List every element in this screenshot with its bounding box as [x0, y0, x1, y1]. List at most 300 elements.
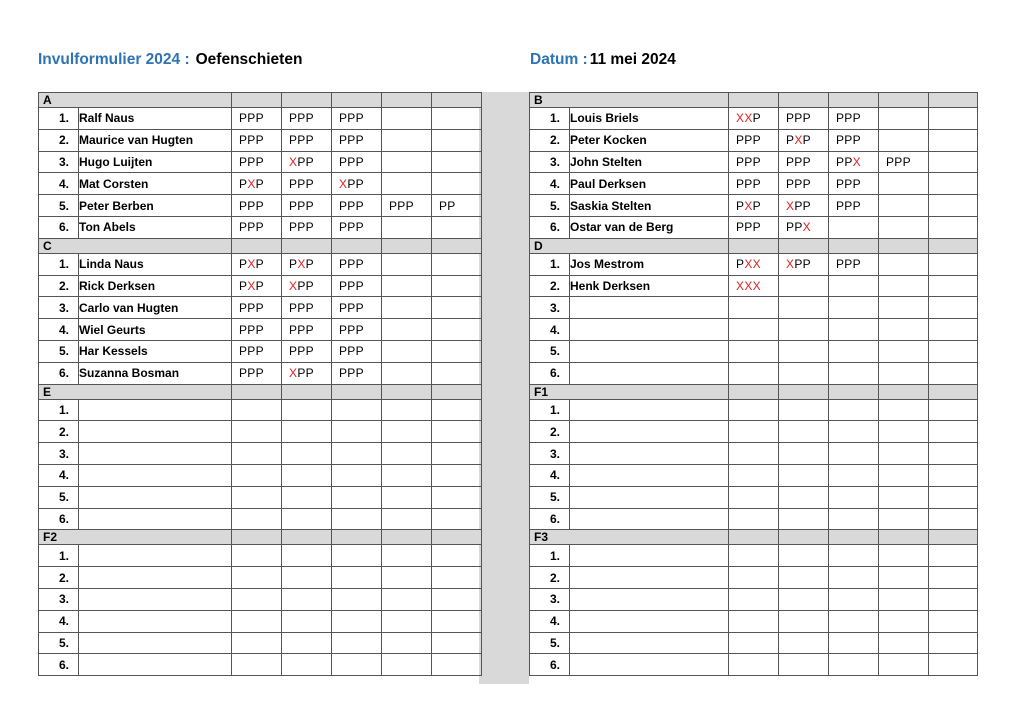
player-name [570, 545, 729, 567]
miss-mark: X [736, 278, 745, 293]
score-cell [282, 399, 332, 421]
score-cell [779, 421, 829, 443]
score-cell: PPP [332, 129, 382, 151]
miss-mark: X [247, 176, 256, 191]
score-cell [779, 567, 829, 589]
player-name [570, 464, 729, 486]
group-header-cell [929, 238, 978, 253]
score-cell [729, 340, 779, 362]
score-cell [282, 567, 332, 589]
player-name [570, 508, 729, 530]
hit-mark: P [794, 257, 803, 272]
player-name: Ralf Naus [79, 108, 232, 130]
group-header-cell [779, 384, 829, 399]
player-number: 6. [530, 216, 570, 238]
score-cell [879, 108, 929, 130]
group-label: F3 [530, 530, 729, 545]
player-number: 5. [39, 486, 79, 508]
miss-mark: X [744, 198, 753, 213]
score-cell [432, 297, 482, 319]
score-cell [282, 151, 332, 173]
player-row [530, 399, 978, 421]
group-header-cell [829, 93, 879, 108]
player-name [570, 486, 729, 508]
player-row [530, 567, 978, 589]
player-name: Paul Derksen [570, 173, 729, 195]
score-cell [382, 632, 432, 654]
player-name [79, 443, 232, 465]
score-cell [829, 610, 879, 632]
player-row [39, 464, 482, 486]
player-name: Suzanna Bosman [79, 362, 232, 384]
player-number: 1. [530, 399, 570, 421]
group-header-cell [332, 238, 382, 253]
hit-mark: P [802, 133, 811, 148]
score-cell [432, 340, 482, 362]
score-cell [929, 108, 978, 130]
group-header-cell [829, 384, 879, 399]
score-cell [779, 340, 829, 362]
score-cell [879, 399, 929, 421]
group-header-cell [432, 238, 482, 253]
player-number: 6. [39, 654, 79, 676]
score-cell [232, 173, 282, 195]
score-cell [879, 173, 929, 195]
group-header-cell [282, 93, 332, 108]
score-cell [929, 654, 978, 676]
score-table-left-body [39, 93, 482, 676]
miss-mark: X [297, 257, 306, 272]
player-number: 4. [39, 319, 79, 341]
score-cell [829, 545, 879, 567]
miss-mark: X [289, 366, 298, 381]
score-cell [282, 253, 332, 275]
player-number: 4. [530, 610, 570, 632]
player-row [530, 216, 978, 238]
score-cell [432, 508, 482, 530]
player-row [39, 654, 482, 676]
player-number: 6. [39, 508, 79, 530]
group-header-cell [332, 93, 382, 108]
hit-mark: P [297, 154, 306, 169]
score-cell [282, 275, 332, 297]
group-header-row [530, 93, 978, 108]
player-row [39, 545, 482, 567]
score-cell: PPP [332, 362, 382, 384]
score-cell [779, 610, 829, 632]
score-cell [829, 632, 879, 654]
score-cell [779, 399, 829, 421]
score-cell: PPP [829, 129, 879, 151]
score-cell [382, 319, 432, 341]
player-row [530, 173, 978, 195]
player-row [39, 129, 482, 151]
player-row [530, 610, 978, 632]
score-cell [779, 588, 829, 610]
player-number: 2. [530, 567, 570, 589]
player-name: Hugo Luijten [79, 151, 232, 173]
score-cell: PPP [829, 173, 879, 195]
score-cell [382, 421, 432, 443]
score-cell [729, 195, 779, 217]
score-cell: PPP [729, 216, 779, 238]
score-cell [382, 508, 432, 530]
score-cell [232, 399, 282, 421]
hit-mark: P [752, 111, 761, 126]
score-cell [232, 588, 282, 610]
hit-mark: P [802, 198, 811, 213]
player-name [79, 654, 232, 676]
score-cell [779, 297, 829, 319]
score-cell [929, 632, 978, 654]
player-number: 5. [530, 632, 570, 654]
score-cell: PPP [232, 297, 282, 319]
player-name [570, 399, 729, 421]
score-cell [432, 253, 482, 275]
score-cell: PPP [232, 151, 282, 173]
score-cell [432, 108, 482, 130]
score-cell [879, 588, 929, 610]
form-header [38, 51, 302, 69]
score-cell [432, 362, 482, 384]
score-cell [879, 508, 929, 530]
player-number: 1. [39, 108, 79, 130]
score-cell [829, 486, 879, 508]
score-cell [282, 588, 332, 610]
player-name: Rick Derksen [79, 275, 232, 297]
miss-mark: X [794, 133, 803, 148]
player-number: 3. [39, 297, 79, 319]
player-row [39, 253, 482, 275]
score-cell [929, 421, 978, 443]
score-cell [282, 508, 332, 530]
player-number: 1. [39, 253, 79, 275]
miss-mark: X [744, 257, 753, 272]
player-number: 2. [39, 567, 79, 589]
score-cell: PPP [232, 216, 282, 238]
score-cell [382, 340, 432, 362]
player-name [79, 632, 232, 654]
score-cell: PPP [332, 195, 382, 217]
miss-mark: X [852, 154, 861, 169]
player-number: 5. [39, 195, 79, 217]
score-cell: PPP [282, 195, 332, 217]
score-cell: PPP [232, 319, 282, 341]
player-number: 3. [39, 588, 79, 610]
player-row [39, 340, 482, 362]
player-number: 3. [530, 151, 570, 173]
score-cell [382, 108, 432, 130]
score-cell [879, 443, 929, 465]
group-header-row [530, 384, 978, 399]
score-cell [879, 297, 929, 319]
player-number: 2. [530, 129, 570, 151]
score-cell [729, 464, 779, 486]
score-cell [879, 464, 929, 486]
player-name [79, 567, 232, 589]
player-name [570, 588, 729, 610]
hit-mark: P [305, 278, 314, 293]
score-cell [779, 443, 829, 465]
score-cell [432, 399, 482, 421]
player-row [39, 443, 482, 465]
score-cell [829, 319, 879, 341]
player-row [530, 275, 978, 297]
group-header-cell [929, 384, 978, 399]
miss-mark: X [802, 220, 811, 235]
score-cell [382, 443, 432, 465]
player-row [530, 632, 978, 654]
score-cell [879, 319, 929, 341]
group-header-cell [729, 238, 779, 253]
score-cell: PPP [332, 216, 382, 238]
player-number: 1. [530, 108, 570, 130]
player-row [39, 399, 482, 421]
score-cell [729, 253, 779, 275]
player-row [530, 654, 978, 676]
group-header-cell [282, 530, 332, 545]
score-cell [382, 151, 432, 173]
score-cell [829, 399, 879, 421]
score-cell [232, 275, 282, 297]
player-number: 2. [39, 129, 79, 151]
group-label: F1 [530, 384, 729, 399]
group-label: E [39, 384, 232, 399]
hit-mark: P [289, 257, 298, 272]
group-header-row [39, 384, 482, 399]
score-cell [432, 319, 482, 341]
player-row [39, 588, 482, 610]
score-cell [779, 129, 829, 151]
group-header-cell [929, 530, 978, 545]
player-name [570, 421, 729, 443]
score-cell [829, 588, 879, 610]
player-name: Henk Derksen [570, 275, 729, 297]
score-cell [929, 195, 978, 217]
score-cell [729, 610, 779, 632]
score-cell [332, 486, 382, 508]
score-cell: PPP [232, 340, 282, 362]
group-label: D [530, 238, 729, 253]
player-number: 4. [530, 173, 570, 195]
score-cell [332, 508, 382, 530]
player-name [79, 421, 232, 443]
score-cell [929, 151, 978, 173]
player-number: 2. [39, 275, 79, 297]
score-cell [929, 443, 978, 465]
miss-mark: X [289, 154, 298, 169]
score-cell [929, 340, 978, 362]
score-cell [729, 486, 779, 508]
score-cell [929, 319, 978, 341]
score-cell [432, 151, 482, 173]
score-cell [232, 632, 282, 654]
score-cell [282, 486, 332, 508]
score-cell: PPP [232, 362, 282, 384]
group-header-cell [779, 93, 829, 108]
player-name [570, 319, 729, 341]
score-cell [779, 545, 829, 567]
score-cell [729, 567, 779, 589]
player-row [530, 319, 978, 341]
hit-mark: P [255, 278, 264, 293]
score-cell [432, 588, 482, 610]
group-header-cell [232, 93, 282, 108]
hit-mark: P [844, 154, 853, 169]
score-cell: PPP [332, 319, 382, 341]
player-row [530, 421, 978, 443]
player-name [570, 340, 729, 362]
score-cell: PPP [382, 195, 432, 217]
score-cell [779, 275, 829, 297]
group-header-cell [879, 93, 929, 108]
score-cell [879, 545, 929, 567]
score-cell: PPP [879, 151, 929, 173]
score-cell [232, 610, 282, 632]
score-cell [829, 443, 879, 465]
score-cell [382, 610, 432, 632]
score-cell [929, 173, 978, 195]
score-cell [432, 129, 482, 151]
score-cell [432, 545, 482, 567]
player-number: 4. [530, 319, 570, 341]
player-row [530, 508, 978, 530]
date-value: 11 mei 2024 [589, 51, 676, 68]
player-row [530, 588, 978, 610]
score-cell [382, 654, 432, 676]
player-number: 6. [530, 508, 570, 530]
score-cell [929, 545, 978, 567]
score-cell: PPP [729, 151, 779, 173]
player-name [79, 588, 232, 610]
player-row [530, 195, 978, 217]
score-cell [332, 588, 382, 610]
score-cell [729, 297, 779, 319]
score-cell [282, 443, 332, 465]
player-row [530, 151, 978, 173]
group-label: C [39, 238, 232, 253]
player-name [570, 632, 729, 654]
score-cell [829, 421, 879, 443]
score-cell [232, 253, 282, 275]
score-cell [382, 486, 432, 508]
player-row [530, 297, 978, 319]
player-number: 2. [39, 421, 79, 443]
session-name: Oefenschieten [195, 51, 303, 68]
group-header-cell [282, 238, 332, 253]
group-header-cell [729, 93, 779, 108]
player-number: 1. [39, 545, 79, 567]
hit-mark: P [305, 257, 314, 272]
score-cell [929, 486, 978, 508]
score-cell [729, 319, 779, 341]
player-row [39, 508, 482, 530]
player-row [530, 486, 978, 508]
score-cell [382, 399, 432, 421]
score-cell [829, 362, 879, 384]
player-name: Har Kessels [79, 340, 232, 362]
score-cell [879, 216, 929, 238]
score-cell [879, 362, 929, 384]
miss-mark: X [786, 198, 795, 213]
score-cell [929, 567, 978, 589]
score-cell [332, 610, 382, 632]
score-cell [729, 399, 779, 421]
score-cell [829, 567, 879, 589]
score-cell [929, 399, 978, 421]
player-row [530, 443, 978, 465]
group-header-row [39, 238, 482, 253]
score-cell [332, 173, 382, 195]
score-cell [779, 632, 829, 654]
group-header-cell [432, 93, 482, 108]
date-header [530, 51, 676, 69]
group-header-cell [879, 384, 929, 399]
player-number: 4. [530, 464, 570, 486]
player-number: 4. [39, 173, 79, 195]
score-cell: PPP [332, 275, 382, 297]
player-name [570, 654, 729, 676]
miss-mark: X [752, 257, 761, 272]
score-cell [829, 297, 879, 319]
score-cell [779, 319, 829, 341]
player-name: Ostar van de Berg [570, 216, 729, 238]
player-row [530, 545, 978, 567]
group-header-cell [382, 238, 432, 253]
hit-mark: P [736, 198, 745, 213]
score-cell: PPP [729, 129, 779, 151]
score-cell [282, 632, 332, 654]
score-cell [432, 464, 482, 486]
miss-mark: X [744, 111, 753, 126]
score-cell: PPP [332, 340, 382, 362]
hit-mark: P [752, 198, 761, 213]
player-row [39, 275, 482, 297]
score-table-right-body [530, 93, 978, 676]
score-cell [879, 421, 929, 443]
group-header-cell [282, 384, 332, 399]
score-cell: PPP [779, 108, 829, 130]
player-name: Peter Kocken [570, 129, 729, 151]
player-name [79, 464, 232, 486]
score-cell [232, 486, 282, 508]
player-row [39, 362, 482, 384]
player-row [530, 362, 978, 384]
score-cell [929, 253, 978, 275]
score-cell [729, 275, 779, 297]
hit-mark: P [305, 154, 314, 169]
group-header-cell [232, 530, 282, 545]
score-cell [432, 610, 482, 632]
score-cell [432, 275, 482, 297]
score-cell [382, 253, 432, 275]
miss-mark: X [752, 278, 761, 293]
score-cell [779, 508, 829, 530]
score-cell [829, 340, 879, 362]
group-label: F2 [39, 530, 232, 545]
player-number: 5. [530, 486, 570, 508]
player-name: Saskia Stelten [570, 195, 729, 217]
score-cell [729, 421, 779, 443]
score-cell: PPP [829, 108, 879, 130]
player-row [530, 253, 978, 275]
player-name: John Stelten [570, 151, 729, 173]
hit-mark: P [297, 366, 306, 381]
player-name: Wiel Geurts [79, 319, 232, 341]
score-cell [332, 464, 382, 486]
score-table-right [529, 92, 978, 676]
score-cell: PPP [779, 173, 829, 195]
